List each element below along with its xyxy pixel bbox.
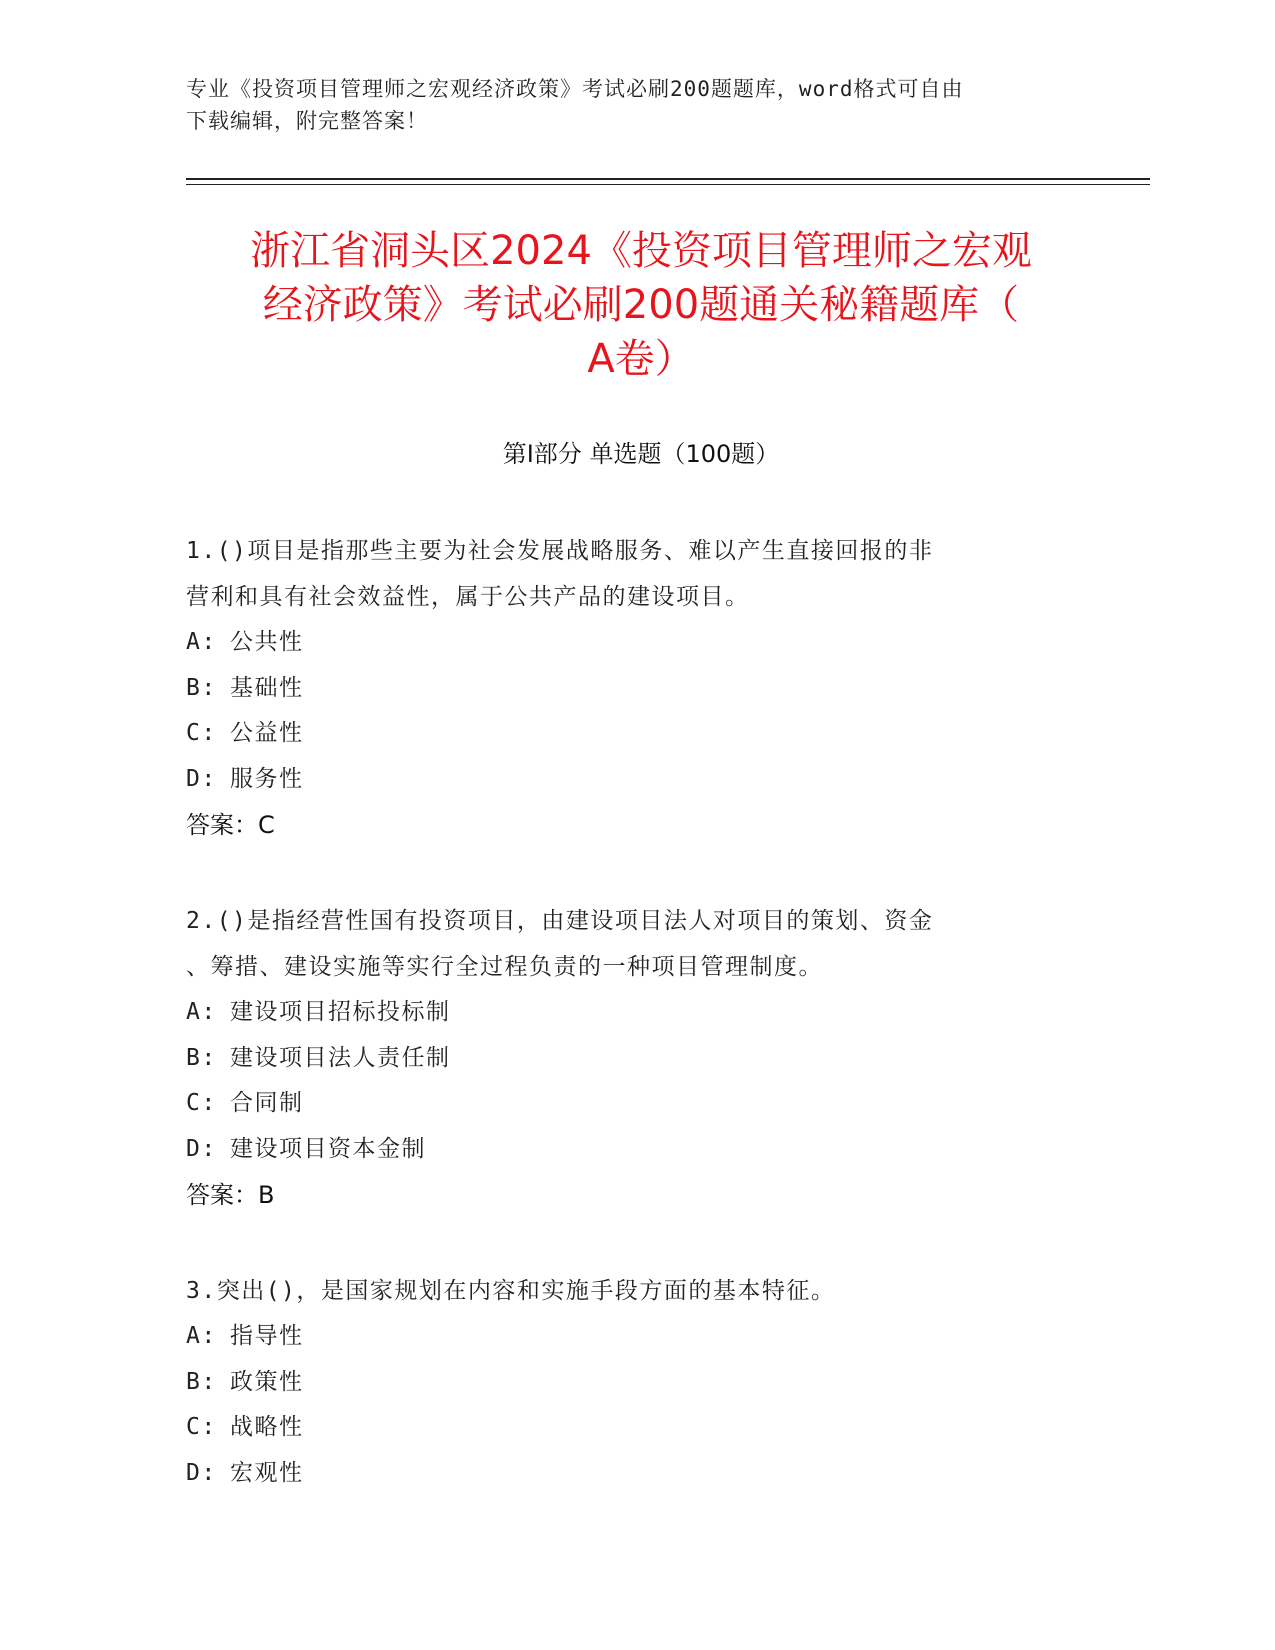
answer-line: 答案：C	[186, 811, 275, 839]
question-item	[186, 898, 1066, 1218]
option-d	[186, 757, 1066, 803]
option-c	[186, 711, 1066, 757]
document-title-line: A卷）	[587, 336, 695, 382]
question-stem-line: 、筹措、建设实施等实行全过程负责的一种项目管理制度。	[186, 954, 823, 980]
option-text: 建设项目招标投标制	[230, 999, 451, 1025]
option-text: 合同制	[230, 1090, 304, 1116]
question-stem	[186, 528, 1066, 620]
question-stem-line: 1.()项目是指那些主要为社会发展战略服务、难以产生直接回报的非	[186, 538, 934, 564]
header-divider-thick	[186, 178, 1150, 180]
question-item	[186, 1268, 1066, 1496]
option-text: 宏观性	[230, 1459, 304, 1486]
option-letter: D:	[186, 1459, 217, 1486]
option-letter: A:	[186, 1323, 217, 1349]
option-d	[186, 1127, 1066, 1173]
option-text: 公益性	[230, 720, 304, 746]
option-letter: B:	[186, 1368, 217, 1395]
question-stem-line: 营利和具有社会效益性，属于公共产品的建设项目。	[186, 584, 750, 610]
question-item	[186, 528, 1066, 848]
document-title	[186, 224, 1096, 386]
answer-line: 答案：B	[186, 1181, 275, 1209]
option-a	[186, 620, 1066, 666]
option-letter: C:	[186, 1090, 217, 1116]
option-b	[186, 666, 1066, 712]
header-divider-thin	[186, 184, 1150, 185]
option-letter: D:	[186, 765, 217, 792]
option-b	[186, 1036, 1066, 1082]
option-a	[186, 1314, 1066, 1360]
question-stem-line: 3.突出()，是国家规划在内容和实施手段方面的基本特征。	[186, 1278, 836, 1304]
document-title-line: 浙江省洞头区2024《投资项目管理师之宏观	[250, 228, 1032, 274]
question-stem-line: 2.()是指经营性国有投资项目，由建设项目法人对项目的策划、资金	[186, 908, 934, 934]
option-a	[186, 990, 1066, 1036]
option-letter: B:	[186, 1044, 217, 1071]
section-heading: 第Ⅰ部分 单选题（100题）	[502, 440, 780, 468]
header-note-line: 专业《投资项目管理师之宏观经济政策》考试必刷200题题库，word格式可自由	[186, 77, 964, 101]
header-note-line: 下载编辑，附完整答案！	[186, 109, 428, 133]
header-note	[186, 73, 1066, 137]
option-text: 服务性	[230, 765, 304, 792]
option-text: 指导性	[230, 1323, 304, 1349]
option-text: 战略性	[230, 1414, 304, 1440]
option-letter: D:	[186, 1135, 217, 1162]
option-b	[186, 1360, 1066, 1406]
option-text: 建设项目资本金制	[230, 1135, 426, 1162]
option-c	[186, 1405, 1066, 1451]
document-title-line: 经济政策》考试必刷200题通关秘籍题库（	[262, 282, 1020, 328]
option-text: 建设项目法人责任制	[230, 1044, 451, 1071]
question-stem	[186, 898, 1066, 990]
option-text: 公共性	[230, 629, 304, 655]
question-list	[186, 528, 1066, 1546]
question-stem	[186, 1268, 1066, 1314]
option-letter: A:	[186, 629, 217, 655]
option-letter: A:	[186, 999, 217, 1025]
option-letter: C:	[186, 1414, 217, 1440]
option-c	[186, 1081, 1066, 1127]
option-text: 政策性	[230, 1368, 304, 1395]
option-letter: C:	[186, 720, 217, 746]
option-text: 基础性	[230, 674, 304, 701]
option-letter: B:	[186, 674, 217, 701]
option-d	[186, 1451, 1066, 1497]
